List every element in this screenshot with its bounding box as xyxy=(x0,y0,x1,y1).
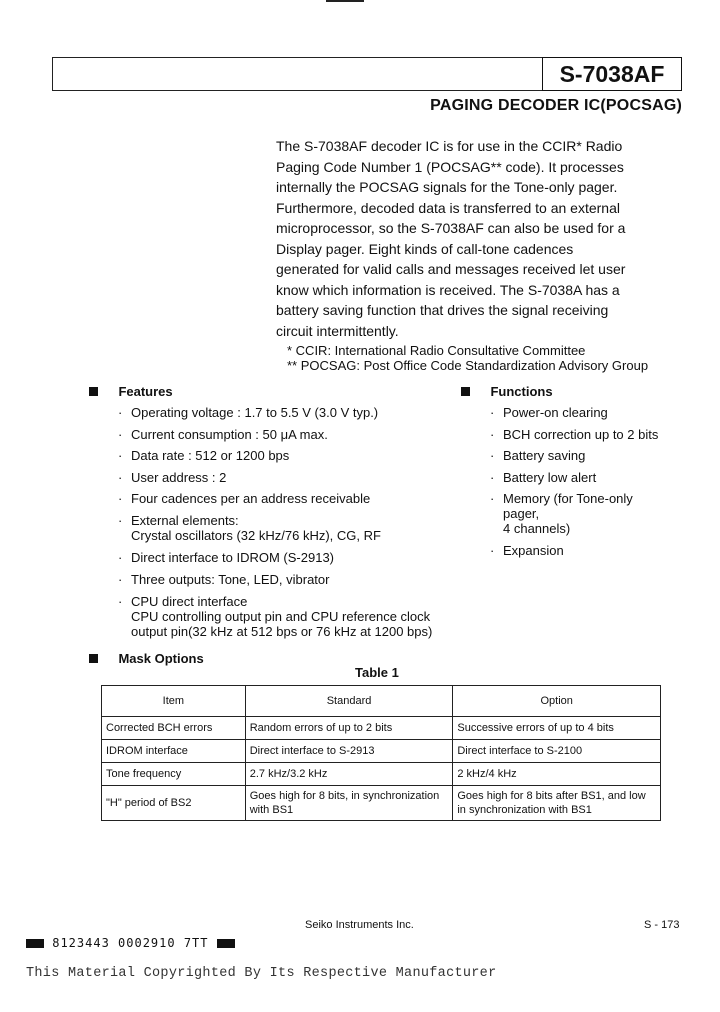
features-list xyxy=(118,405,461,645)
list-item-continued: pager, xyxy=(503,506,540,521)
intro-line: Display pager. Eight kinds of call-tone cadences xyxy=(276,240,574,257)
column-header: Item xyxy=(102,686,246,717)
list-item-continued: Crystal oscillators (32 kHz/76 kHz), CG, RF xyxy=(131,528,381,543)
part-number: S-7038AF xyxy=(542,57,682,91)
table-row xyxy=(102,740,661,763)
barcode-block-icon xyxy=(26,939,44,948)
table-cell: IDROM interface xyxy=(102,740,246,763)
functions-header xyxy=(461,383,553,401)
footnotes xyxy=(287,343,648,373)
list-item-continued: 4 channels) xyxy=(503,521,571,536)
table-cell: Goes high for 8 bits, in synchronization with BS1 xyxy=(245,786,453,821)
catalog-code xyxy=(26,936,235,950)
copyright-notice: This Material Copyrighted By Its Respective Manufacturer xyxy=(26,966,497,981)
mask-options-header xyxy=(89,650,204,668)
list-item: · Battery low alert xyxy=(490,470,597,485)
table-cell: Direct interface to S-2100 xyxy=(453,740,661,763)
intro-line: generated for valid calls and messages received let user xyxy=(276,261,626,277)
table-cell: Corrected BCH errors xyxy=(102,717,246,740)
features-header xyxy=(89,383,173,401)
section-bullet-icon xyxy=(89,654,98,663)
table-row xyxy=(102,786,661,821)
page-number: S - 173 xyxy=(644,919,680,931)
intro-line: battery saving function that drives the signal receiving xyxy=(276,302,609,318)
list-item: · Data rate : 512 or 1200 bps xyxy=(118,448,290,463)
list-item-continued: output pin(32 kHz at 512 bps or 76 kHz at 1200 bps) xyxy=(131,624,433,639)
intro-line: circuit intermittently. xyxy=(276,322,399,339)
intro-line: know which information is received. The S-7038A has a xyxy=(276,281,620,298)
functions-list xyxy=(490,405,703,565)
intro-line: Furthermore, decoded data is transferred to an external xyxy=(276,199,620,216)
list-item-continued: CPU controlling output pin and CPU reference clock xyxy=(131,609,431,624)
list-item: · CPU direct interface xyxy=(118,594,248,609)
document-subtitle: PAGING DECODER IC(POCSAG) xyxy=(430,97,682,114)
list-item: · Expansion xyxy=(490,543,564,558)
table-cell: 2 kHz/4 kHz xyxy=(453,763,661,786)
intro-line: The S-7038AF decoder IC is for use in the CCIR* Radio xyxy=(276,138,623,154)
list-item: · Three outputs: Tone, LED, vibrator xyxy=(118,572,330,587)
list-item: · Current consumption : 50 μA max. xyxy=(118,427,328,442)
footnote-ccir: * CCIR: International Radio Consultative Committee xyxy=(287,343,586,358)
table-cell: Random errors of up to 2 bits xyxy=(245,717,453,740)
table-row xyxy=(102,763,661,786)
table-cell: "H" period of BS2 xyxy=(102,786,246,821)
table-cell: Successive errors of up to 4 bits xyxy=(453,717,661,740)
table-caption: Table 1 xyxy=(355,665,399,680)
catalog-code-text: 8123443 0002910 7TT xyxy=(52,936,209,950)
table-header-row xyxy=(102,686,661,717)
table-cell: Goes high for 8 bits after BS1, and low in synchronization with BS1 xyxy=(453,786,661,821)
mask-options-title: Mask Options xyxy=(118,651,204,666)
table-cell: Direct interface to S-2913 xyxy=(245,740,453,763)
list-item: · Direct interface to IDROM (S-2913) xyxy=(118,550,335,565)
company-name: Seiko Instruments Inc. xyxy=(305,919,414,931)
functions-title: Functions xyxy=(490,384,553,399)
table-row xyxy=(102,717,661,740)
list-item: · Operating voltage : 1.7 to 5.5 V (3.0 V typ.) xyxy=(118,405,379,420)
top-rule xyxy=(326,0,364,2)
section-bullet-icon xyxy=(89,387,98,396)
list-item: · BCH correction up to 2 bits xyxy=(490,427,659,442)
intro-line: microprocessor, so the S-7038AF can also be used for a xyxy=(276,220,626,236)
intro-paragraph xyxy=(276,136,696,341)
intro-line: internally the POCSAG signals for the Tone-only pager. xyxy=(276,179,618,195)
list-item: · External elements: xyxy=(118,513,239,528)
section-bullet-icon xyxy=(461,387,470,396)
list-item: · Memory (for Tone-only xyxy=(490,491,633,506)
intro-line: Paging Code Number 1 (POCSAG** code). It processes xyxy=(276,158,624,175)
list-item: · Battery saving xyxy=(490,448,586,463)
table-cell: 2.7 kHz/3.2 kHz xyxy=(245,763,453,786)
mask-options-table xyxy=(101,685,661,821)
column-header: Option xyxy=(453,686,661,717)
list-item: · Four cadences per an address receivable xyxy=(118,491,371,506)
column-header: Standard xyxy=(245,686,453,717)
footnote-pocsag: ** POCSAG: Post Office Code Standardization Advisory Group xyxy=(287,358,649,373)
features-title: Features xyxy=(118,384,173,399)
table-cell: Tone frequency xyxy=(102,763,246,786)
barcode-block-icon xyxy=(217,939,235,948)
list-item: · User address : 2 xyxy=(118,470,227,485)
list-item: · Power-on clearing xyxy=(490,405,608,420)
